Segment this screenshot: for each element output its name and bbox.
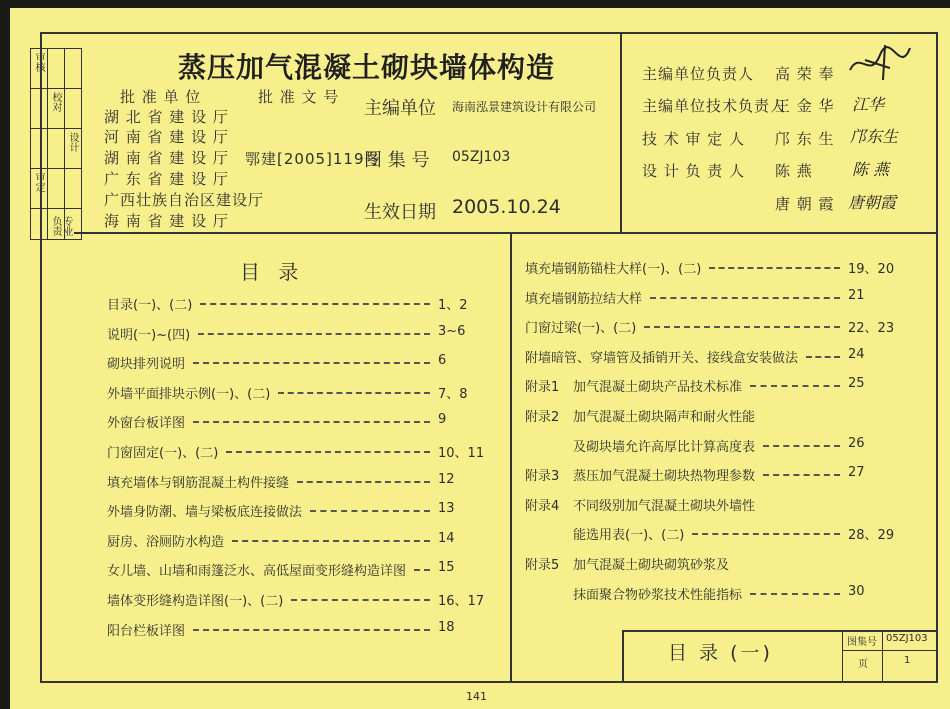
toc-page-number: 18 (438, 619, 455, 635)
toc-page-number: 12 (438, 471, 455, 487)
effective-date-label: 生效日期 (364, 202, 436, 223)
toc-entry-text: 不同级别加气混凝土砌块外墙性 (573, 498, 756, 514)
toc-entry-text: 目录(一)、(二) (107, 298, 193, 313)
staff-name-3: 邝 东 生 (775, 130, 835, 148)
binding-label-2: 校对 (50, 92, 61, 112)
toc-leader (763, 445, 840, 447)
staff-role-4: 设 计 负 责 人 (642, 162, 746, 180)
toc-page-number: 16、17 (438, 594, 485, 609)
toc-page-number: 27 (848, 465, 865, 481)
toc-entry-text: 加气混凝土砌块隔声和耐火性能 (573, 410, 756, 425)
toc-leader (650, 297, 840, 299)
toc-leader (310, 510, 430, 512)
binding-label-5: 专业负责 (50, 216, 72, 236)
toc-leader (297, 481, 430, 483)
toc-entry-text: 门窗固定(一)、(二) (107, 446, 219, 461)
sheet-title: 目 录 (一) (668, 642, 773, 664)
footer-page-label: 页 (858, 659, 868, 670)
toc-entry-text: 女儿墙、山墙和雨篷泛水、高低屋面变形缝构造详图 (107, 564, 407, 580)
staff-signature-2: 江华 (852, 95, 885, 114)
book-page-number: 141 (466, 690, 487, 703)
toc-leader (193, 362, 430, 364)
staff-signature-5: 唐朝霞 (848, 193, 897, 212)
toc-leader (750, 593, 840, 595)
toc-page-number: 24 (848, 346, 865, 362)
toc-page-number: 25 (848, 376, 865, 392)
toc-entry-text: 厨房、浴厕防水构造 (107, 534, 225, 550)
toc-page-number: 21 (848, 287, 865, 303)
staff-role-2: 主编单位技术负责人 (642, 97, 787, 115)
binding-label-1: 审核 (33, 52, 44, 72)
toc-page-number: 3~6 (438, 323, 466, 339)
toc-leader (709, 267, 840, 269)
approval-unit-2: 河 南 省 建 设 厅 (104, 128, 229, 146)
toc-leader (278, 392, 430, 394)
toc-appendix-label: 附录5 (525, 558, 560, 573)
toc-page-number: 19、20 (848, 262, 895, 277)
toc-leader (692, 533, 840, 535)
toc-entry-text: 抹面聚合物砂浆技术性能指标 (573, 587, 743, 603)
toc-page-number: 15 (438, 560, 455, 576)
approval-unit-6: 海 南 省 建 设 厅 (104, 212, 229, 230)
toc-entry-text: 及砌块墙允许高厚比计算高度表 (573, 439, 756, 455)
toc-entry-text: 加气混凝土砌块砌筑砂浆及 (573, 558, 730, 573)
staff-name-1: 高 荣 奉 (775, 65, 835, 83)
approval-doc-number: 鄂建[2005]119号 (245, 150, 381, 168)
toc-page-number: 9 (438, 412, 447, 428)
approval-unit-header: 批 准 单 位 (120, 88, 202, 106)
chief-unit-value: 海南泓景建筑设计有限公司 (452, 100, 597, 114)
toc-entry-text: 蒸压加气混凝土砌块热物理参数 (573, 469, 756, 485)
toc-entry-text: 填充墙钢筋拉结大样 (525, 291, 643, 307)
toc-entry-text: 加气混凝土砌块产品技术标准 (573, 380, 743, 396)
toc-page-number: 7、8 (438, 386, 468, 402)
binding-label-3: 设计 (67, 132, 78, 152)
approval-unit-1: 湖 北 省 建 设 厅 (104, 108, 229, 126)
toc-entry-text: 能选用表(一)、(二) (573, 528, 685, 544)
staff-role-3: 技 术 审 定 人 (642, 130, 746, 148)
footer-page-value: 1 (904, 655, 911, 666)
footer-atlas-label: 图集号 (847, 637, 877, 648)
toc-heading: 目 录 (240, 260, 305, 284)
toc-leader (200, 303, 430, 305)
toc-appendix-label: 附录3 (525, 469, 560, 485)
toc-entry-text: 填充墙钢筋锚柱大样(一)、(二) (525, 262, 702, 277)
toc-page-number: 10、11 (438, 446, 485, 461)
toc-page-number: 13 (438, 501, 455, 517)
toc-entry-text: 外墙平面排块示例(一)、(二) (107, 386, 271, 402)
chief-unit-label: 主编单位 (364, 98, 436, 119)
toc-entry-text: 砌块排列说明 (107, 357, 186, 373)
toc-leader (226, 451, 430, 453)
toc-entry-text: 填充墙体与钢筋混凝土构件接缝 (107, 475, 290, 491)
toc-entry-text: 说明(一)~(四) (107, 327, 191, 343)
approval-unit-3: 湖 南 省 建 设 厅 (104, 149, 229, 167)
toc-page-number: 28、29 (848, 528, 895, 544)
toc-appendix-label: 附录4 (525, 498, 560, 514)
staff-name-2: 王 金 华 (775, 97, 835, 115)
toc-leader (198, 333, 430, 335)
toc-entry-text: 附墙暗管、穿墙管及插销开关、接线盒安装做法 (525, 350, 799, 366)
toc-leader (750, 385, 840, 387)
toc-page-number: 26 (848, 435, 865, 451)
toc-page-number: 14 (438, 530, 455, 546)
staff-signature-3: 邝东生 (850, 127, 899, 146)
approval-unit-4: 广 东 省 建 设 厅 (104, 170, 229, 188)
toc-leader (806, 356, 840, 358)
footer-atlas-value: 05ZJ103 (886, 633, 928, 644)
signature-scribble-icon (845, 40, 915, 85)
toc-entry-text: 门窗过梁(一)、(二) (525, 321, 637, 337)
approval-unit-5: 广西壮族自治区建设厅 (104, 191, 265, 209)
toc-leader (644, 326, 840, 328)
toc-leader (193, 629, 430, 631)
toc-page-number: 30 (848, 583, 865, 599)
effective-date-value: 2005.10.24 (452, 196, 561, 218)
staff-name-5: 唐 朝 霞 (775, 195, 835, 213)
toc-page-number: 22、23 (848, 321, 895, 337)
toc-leader (291, 599, 430, 601)
atlas-value: 05ZJ103 (452, 149, 511, 165)
toc-page-number: 6 (438, 353, 447, 369)
toc-leader (763, 474, 840, 476)
atlas-label: 图 集 号 (364, 150, 430, 171)
binding-label-4: 审定 (33, 172, 44, 192)
toc-entry-text: 外窗台板详图 (107, 416, 186, 432)
toc-leader (232, 540, 430, 542)
toc-entry-text: 外墙身防潮、墙与梁板底连接做法 (107, 505, 303, 521)
toc-leader (193, 421, 430, 423)
toc-appendix-label: 附录2 (525, 410, 560, 425)
toc-page-number: 1、2 (438, 298, 468, 313)
toc-entry-text: 墙体变形缝构造详图(一)、(二) (107, 594, 284, 609)
staff-name-4: 陈 燕 (775, 162, 813, 180)
staff-role-1: 主编单位负责人 (642, 65, 755, 83)
toc-leader (414, 569, 430, 571)
approval-doc-header: 批 准 文 号 (258, 88, 340, 106)
toc-appendix-label: 附录1 (525, 380, 560, 396)
page-title: 蒸压加气混凝土砌块墙体构造 (178, 51, 556, 84)
staff-signature-4: 陈 燕 (852, 160, 890, 179)
toc-entry-text: 阳台栏板详图 (107, 623, 186, 639)
